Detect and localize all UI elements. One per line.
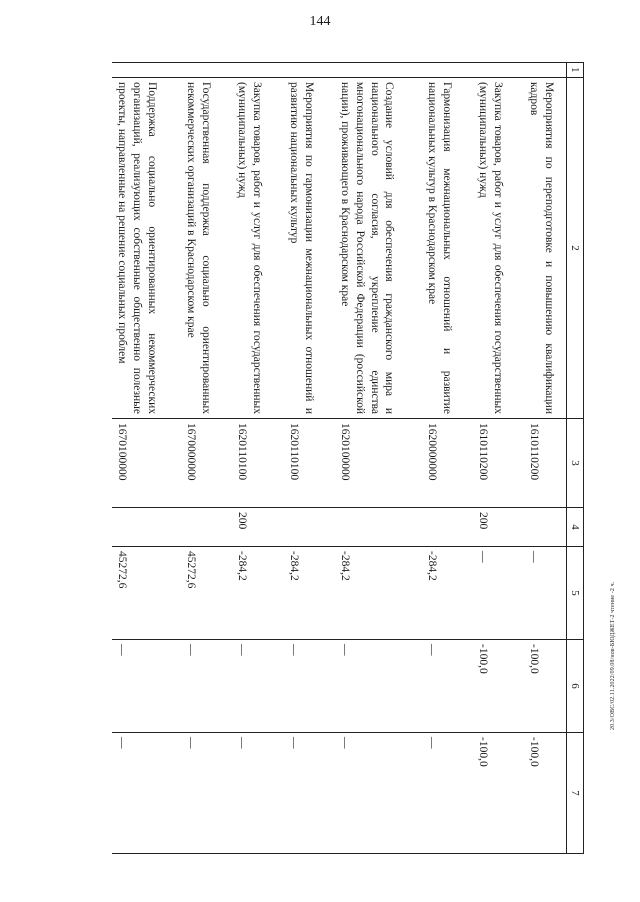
row-kind [525, 508, 567, 547]
row-kind: 200 [233, 508, 284, 547]
header-col-3: 3 [567, 419, 584, 508]
row-value-6: — [422, 640, 473, 733]
header-col-7: 7 [567, 733, 584, 854]
row-code: 1670100000 [112, 419, 181, 508]
row-index-cell [284, 63, 335, 78]
header-col-2: 2 [567, 78, 584, 419]
row-index-cell [233, 63, 284, 78]
row-kind [422, 508, 473, 547]
row-code: 1610110200 [473, 419, 524, 508]
footer-note: 20.3/ОВС/02.11.2022/09.08/нов-БЮДЖЕТ-2 чтение -2 ч. [610, 581, 616, 730]
row-value-6: -100,0 [525, 640, 567, 733]
row-kind [284, 508, 335, 547]
row-value-7: -100,0 [473, 733, 524, 854]
row-value-7: — [284, 733, 335, 854]
row-value-6: — [233, 640, 284, 733]
row-code: 1620110100 [233, 419, 284, 508]
row-index-cell [422, 63, 473, 78]
table-row [473, 63, 524, 854]
budget-table [112, 62, 584, 854]
row-value-5: -284,2 [422, 547, 473, 640]
row-index-cell [335, 63, 423, 78]
row-value-7: — [181, 733, 232, 854]
table-row [422, 63, 473, 854]
table-row [112, 63, 181, 854]
row-name: Создание условий для обеспечения гражданского мира и национального согласия, укрепление единства многонационального народа Российской Федерации (российской нации), проживающего в Краснодарском крае [335, 78, 423, 419]
header-col-1: 1 [567, 63, 584, 78]
row-value-5: 45272,6 [181, 547, 232, 640]
row-name: Закупка товаров, работ и услуг для обеспечения государственных (муниципальных) нужд [233, 78, 284, 419]
table-row [335, 63, 423, 854]
row-kind [112, 508, 181, 547]
rotated-budget-table [112, 62, 584, 842]
row-name: Закупка товаров, работ и услуг для обеспечения государственных (муниципальных) нужд [473, 78, 524, 419]
row-name: Государственная поддержка социально ориентированных некоммерческих организаций в Краснодарском крае [181, 78, 232, 419]
row-kind [335, 508, 423, 547]
row-value-6: — [181, 640, 232, 733]
table-header-row [567, 63, 584, 854]
row-code: 1620110100 [284, 419, 335, 508]
row-code: 1670000000 [181, 419, 232, 508]
row-kind [181, 508, 232, 547]
row-code: 1620100000 [335, 419, 423, 508]
table-row [181, 63, 232, 854]
row-value-6: — [335, 640, 423, 733]
header-col-4: 4 [567, 508, 584, 547]
row-value-7: — [233, 733, 284, 854]
row-index-cell [181, 63, 232, 78]
row-index-cell [112, 63, 181, 78]
row-value-6: — [284, 640, 335, 733]
row-value-7: — [112, 733, 181, 854]
row-index-cell [473, 63, 524, 78]
row-value-7: -100,0 [525, 733, 567, 854]
row-value-5: -284,2 [233, 547, 284, 640]
row-value-5: — [525, 547, 567, 640]
row-value-5: -284,2 [335, 547, 423, 640]
row-name: Поддержка социально ориентированных некоммерческих организаций, реализующих собственные общественно полезные проекты, направленные на решение социальных проблем [112, 78, 181, 419]
header-col-5: 5 [567, 547, 584, 640]
row-value-5: 45272,6 [112, 547, 181, 640]
row-code: 1610110200 [525, 419, 567, 508]
page-number: 144 [309, 14, 331, 29]
row-value-7: — [422, 733, 473, 854]
row-index-cell [525, 63, 567, 78]
table-row [284, 63, 335, 854]
row-value-5: — [473, 547, 524, 640]
table-row [233, 63, 284, 854]
header-col-6: 6 [567, 640, 584, 733]
row-value-6: -100,0 [473, 640, 524, 733]
row-kind: 200 [473, 508, 524, 547]
row-name: Мероприятия по гармонизации межнациональных отношений и развитию национальных культур [284, 78, 335, 419]
row-value-5: -284,2 [284, 547, 335, 640]
table-row [525, 63, 567, 854]
row-name: Гармонизация межнациональных отношений и развитие национальных культур в Краснодарском крае [422, 78, 473, 419]
row-value-6: — [112, 640, 181, 733]
row-value-7: — [335, 733, 423, 854]
row-name: Мероприятия по переподготовке и повышению квалификации кадров [525, 78, 567, 419]
row-code: 1620000000 [422, 419, 473, 508]
